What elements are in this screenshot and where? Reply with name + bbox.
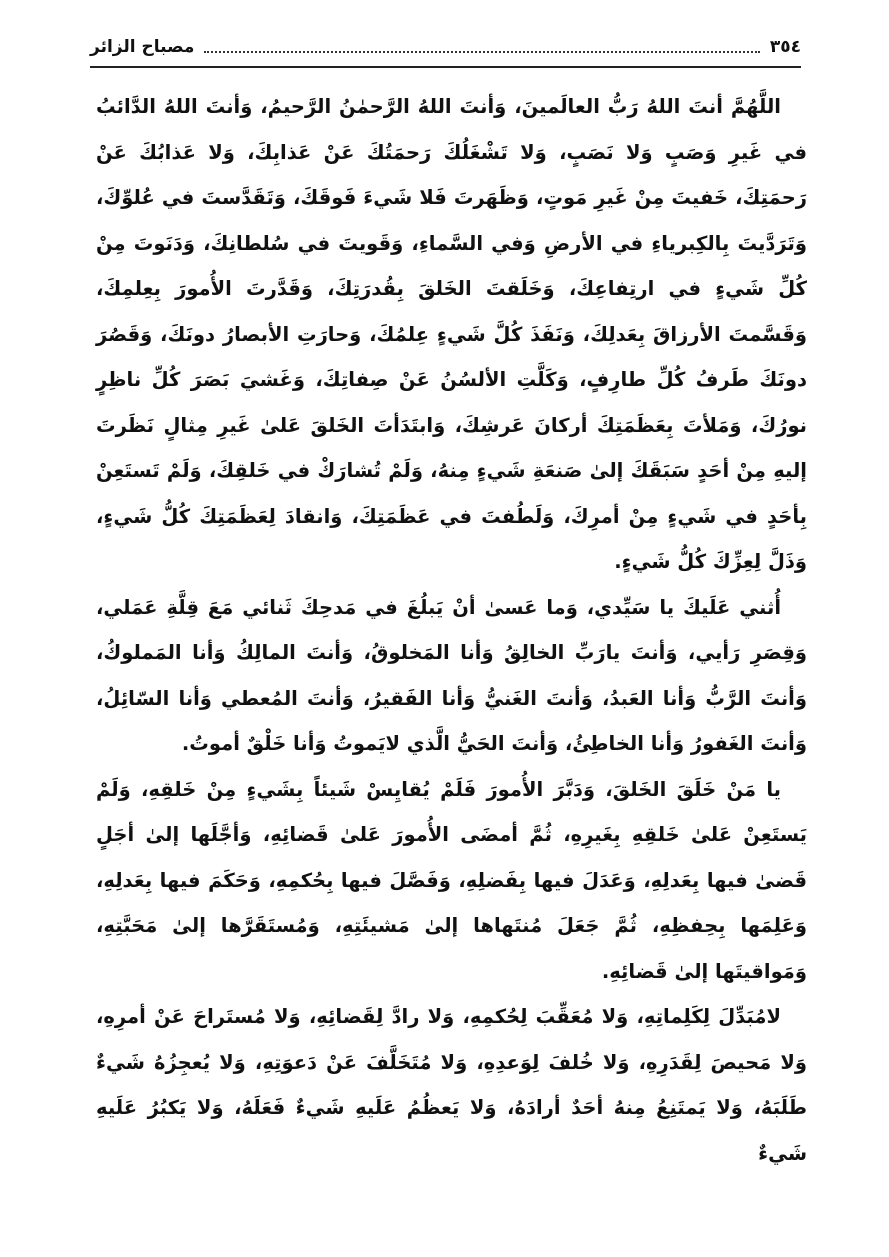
paragraph-4: لامُبَدِّلَ لِكَلِماتِهِ، وَلا مُعَقِّبَ لِحُكمِهِ، وَلا رادَّ لِقَضائِهِ، وَلا مُستَراحَ عَنْ أمرِهِ، وَلا مَحيصَ لِقَدَرِهِ، وَلا خُلفَ لِوَعدِهِ، وَلا مُتَخَلَّفَ عَنْ دَعوَتِهِ، وَلا يُعجِزُهُ شَيءٌ طَلَبَهُ، وَلا يَمتَنِعُ مِنهُ أحَدٌ أرادَهُ، وَلا يَعظُمُ عَلَيهِ شَيءٌ فَعَلَهُ، وَلا يَكبُرُ عَلَيهِ شَيءٌ	[96, 1005, 807, 1165]
book-title: مصباح الزائر	[90, 37, 195, 57]
prayer-text	[96, 84, 807, 1176]
header-divider	[90, 66, 801, 68]
page-number: ٣٥٤	[769, 37, 801, 57]
paragraph-3: يا مَنْ خَلَقَ الخَلقَ، وَدَبَّرَ الأُمورَ فَلَمْ يُقايِسْ شَيئاً بِشَيءٍ مِنْ خَلقِهِ، وَلَمْ يَستَعِنْ عَلىٰ خَلقِهِ بِغَيرِهِ، ثُمَّ أمضَى الأُمورَ عَلىٰ قَضائِهِ، وَأجَّلَها إلىٰ أجَلٍ قَضىٰ فيها بِعَدلِهِ، وَعَدَلَ فيها بِفَضلِهِ، وَفَصَّلَ فيها بِحُكمِهِ، وَحَكَمَ فيها بِعَدلِهِ، وَعَلِمَها بِحِفظِهِ، ثُمَّ جَعَلَ مُنتَهاها إلىٰ مَشيئَتِهِ، وَمُستَقَرَّها إلىٰ مَحَبَّتِهِ، وَمَواقيتَها إلىٰ قَضائِهِ.	[96, 777, 807, 983]
header-dot-leader	[204, 51, 760, 53]
paragraph-1: اللَّهُمَّ أنتَ اللهُ رَبُّ العالَمينَ، وَأنتَ اللهُ الرَّحمٰنُ الرَّحيمُ، وَأنتَ اللهُ الدَّائبُ في غَيرِ وَصَبٍ وَلا نَصَبٍ، وَلا تَشْغَلُكَ رَحمَتُكَ عَنْ عَذابِكَ، وَلا عَذابُكَ عَنْ رَحمَتِكَ، خَفيتَ مِنْ غَيرِ مَوتٍ، وَظَهَرتَ فَلا شَيءَ فَوقَكَ، وَتَقَدَّستَ في عُلوِّكَ، وَتَرَدَّيتَ بِالكِبرياءِ في الأرضِ وَفي السَّماءِ، وَقَويتَ في سُلطانِكَ، وَدَنَوتَ مِنْ كُلِّ شَيءٍ في ارتِفاعِكَ، وَخَلَقتَ الخَلقَ بِقُدرَتِكَ، وَقَدَّرتَ الأُمورَ بِعِلمِكَ، وَقَسَّمتَ الأرزاقَ بِعَدلِكَ، وَنَفَذَ كُلَّ شَيءٍ عِلمُكَ، وَحارَتِ الأبصارُ دونَكَ، وَقَصُرَ دونَكَ طَرفُ كُلِّ طارِفٍ، وَكَلَّتِ الألسُنُ عَنْ صِفاتِكَ، وَغَشيَ بَصَرَ كُلِّ ناظِرٍ نورُكَ، وَمَلأتَ بِعَظَمَتِكَ أركانَ عَرشِكَ، وَابتَدَأتَ الخَلقَ عَلىٰ غَيرِ مِثالٍ نَظَرتَ إليهِ مِنْ أحَدٍ سَبَقَكَ إلىٰ صَنعَةِ شَيءٍ مِنهُ، وَلَمْ تُشارَكْ في خَلقِكَ، وَلَمْ تَستَعِنْ بِأحَدٍ في شَيءٍ مِنْ أمرِكَ، وَلَطُفتَ في عَظَمَتِكَ، وَانقادَ لِعَظَمَتِكَ كُلُّ شَيءٍ، وَذَلَّ لِعِزِّكَ كُلُّ شَيءٍ.	[96, 95, 807, 573]
page-header	[90, 32, 801, 62]
paragraph-2: أُثني عَلَيكَ يا سَيِّدي، وَما عَسىٰ أنْ يَبلُغَ في مَدحِكَ ثَنائي مَعَ قِلَّةِ عَمَلي، وَقِصَرِ رَأيي، وَأنتَ يارَبِّ الخالِقُ وَأنا المَخلوقُ، وَأنتَ المالِكُ وَأنا المَملوكُ، وَأنتَ الرَّبُّ وَأنا العَبدُ، وَأنتَ الغَنيُّ وَأنا الفَقيرُ، وَأنتَ المُعطي وَأنا السّائِلُ، وَأنتَ الغَفورُ وَأنا الخاطِئُ، وَأنتَ الحَيُّ الَّذي لايَموتُ وَأنا خَلْقٌ أموتُ.	[96, 595, 807, 755]
